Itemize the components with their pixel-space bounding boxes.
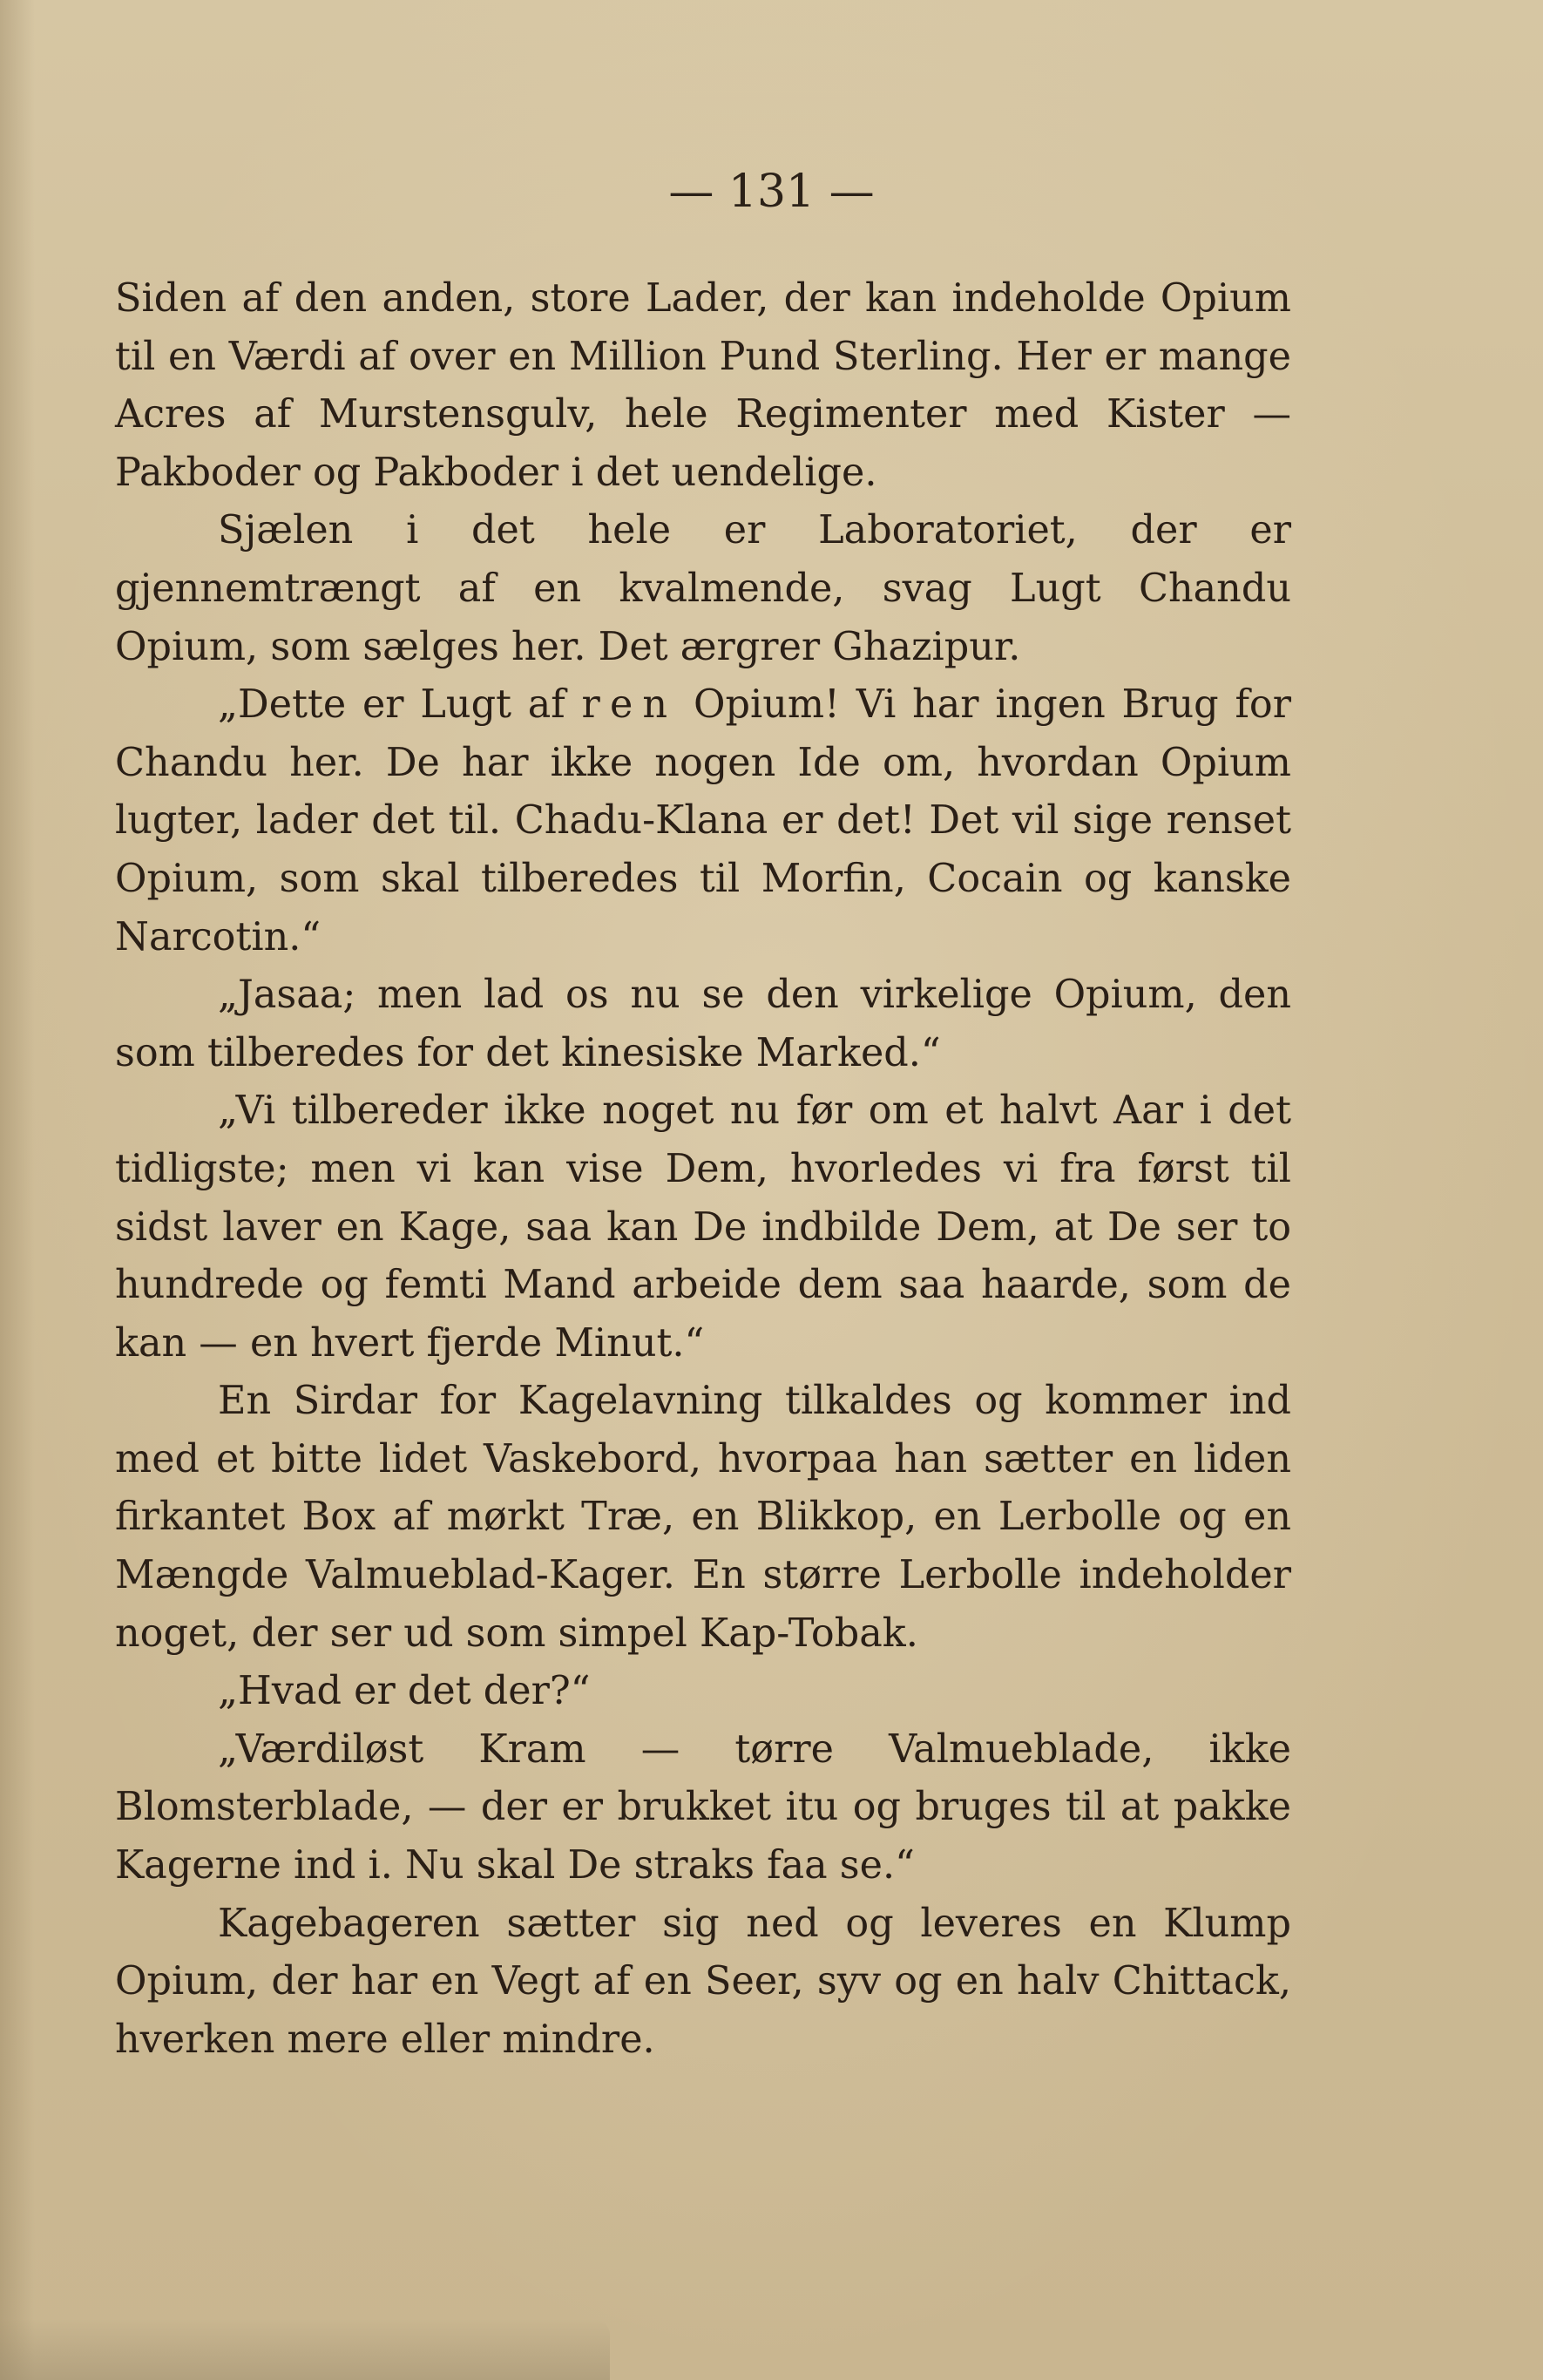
body-text — [115, 270, 1291, 2069]
paragraph-4: „Jasaa; men lad os nu se den virkelige Opium, den som tilberedes for det kinesiske Marked.“ — [115, 973, 1291, 1075]
page-corner-shadow — [0, 2319, 610, 2380]
paragraph-3 — [115, 676, 1291, 966]
paragraph-5: „Vi tilbereder ikke noget nu før om et halvt Aar i det tidligste; men vi kan vise Dem, hvorledes vi fra først til sidst laver en Kage, saa kan De indbilde Dem, at De ser to hundrede og femti Mand arbeide dem saa haarde, som de kan — en hvert fjerde Minut.“ — [115, 1088, 1291, 1366]
paragraph-8: „Værdiløst Kram — tørre Valmueblade, ikke Blomsterblade, — der er brukket itu og bruges til at pakke Kagerne ind i. Nu skal De straks faa se.“ — [115, 1726, 1291, 1888]
paragraph-3-part-1: „Dette er Lugt af — [218, 682, 582, 728]
paragraph-9: Kagebageren sætter sig ned og leveres en Klump Opium, der har en Vegt af en Seer, syv og en halv Chittack, hverken mere eller mindre. — [115, 1901, 1291, 2062]
paragraph-2: Sjælen i det hele er Laboratoriet, der er gjennemtrængt af en kvalmende, svag Lugt Chandu Opium, som sælges her. Det ærgrer Ghazipur. — [115, 508, 1291, 669]
paragraph-7: „Hvad er det der?“ — [218, 1669, 591, 1714]
page-edge-shadow — [0, 0, 35, 2380]
page-number-header: — 131 — — [668, 166, 875, 218]
paragraph-3-part-2: Opium! Vi har ingen Brug for Chandu her. De har ikke nogen Ide om, hvordan Opium lugter, lader det til. Chadu-Klana er det! Det vil sige renset Opium, som skal tilberedes til Morfin, Cocain og kanske Narcotin.“ — [115, 682, 1291, 959]
emphasized-word: ren — [581, 682, 678, 728]
paragraph-1: Siden af den anden, store Lader, der kan indeholde Opium til en Værdi af over en Million Pund Sterling. Her er mange Acres af Murstensgulv, hele Regimenter med Kister — Pakboder og Pakboder i det uendelige. — [115, 276, 1291, 495]
paragraph-6: En Sirdar for Kagelavning tilkaldes og kommer ind med et bitte lidet Vaskebord, hvorpaa han sætter en liden firkantet Box af mørkt Træ, en Blikkop, en Lerbolle og en Mængde Valmueblad-Kager. En større Lerbolle indeholder noget, der ser ud som simpel Kap-Tobak. — [115, 1379, 1291, 1656]
